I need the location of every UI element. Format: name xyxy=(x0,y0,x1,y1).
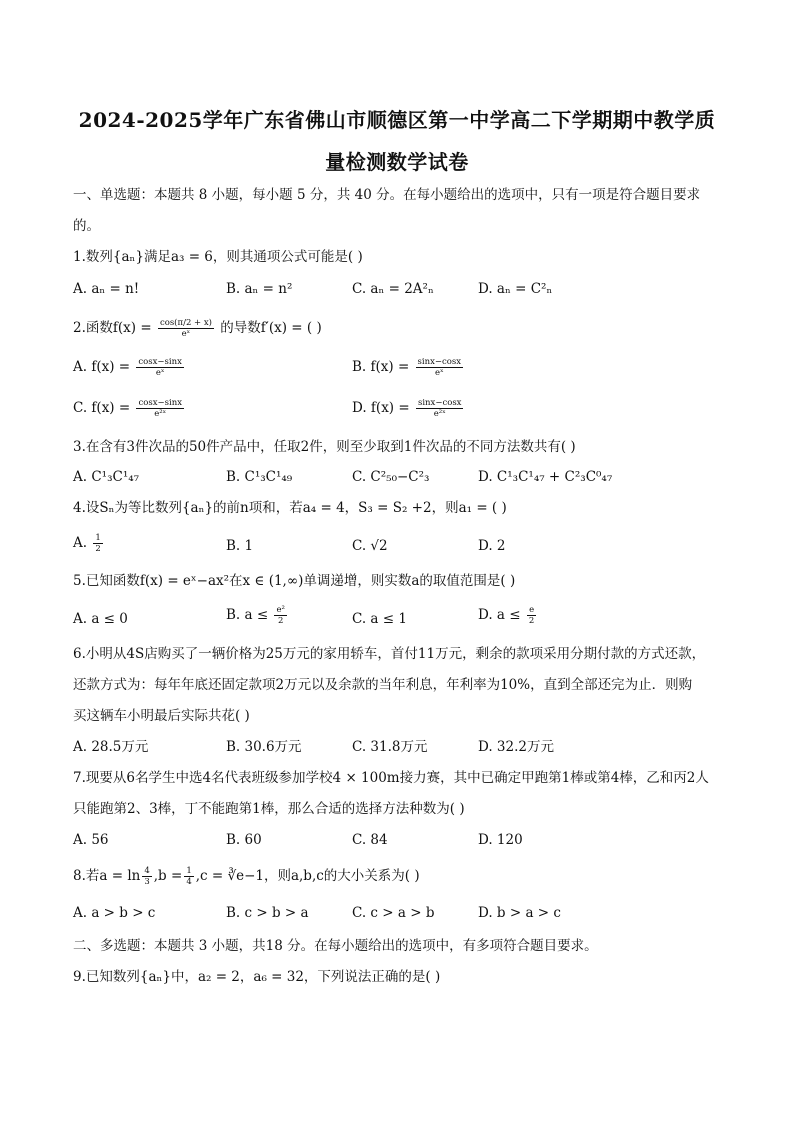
question-1-option-a: A. aₙ = n! xyxy=(73,281,140,297)
option-label: B. f(x) = xyxy=(352,359,410,375)
question-8-b-fraction xyxy=(184,866,193,887)
fraction-denominator: e²ˣ xyxy=(154,409,167,419)
fraction-denominator: eˣ xyxy=(181,329,191,339)
option-label: B. a ≤ xyxy=(226,607,269,623)
question-1-option-d: D. aₙ = C²ₙ xyxy=(478,281,553,297)
exam-title-line2: 量检测数学试卷 xyxy=(325,150,469,174)
section1-heading-cont: 的。 xyxy=(73,218,100,234)
fraction-numerator: cosx−sinx xyxy=(138,398,182,408)
option-fraction xyxy=(416,357,464,378)
question-3-stem: 3.在含有3件次品的50件产品中，任取2件，则至少取到1件次品的不同方法数共有( ) xyxy=(73,439,576,455)
question-7-option-d: D. 120 xyxy=(478,832,523,848)
option-label: A. xyxy=(73,535,88,551)
question-5-option-c: C. a ≤ 1 xyxy=(352,611,407,627)
section2-heading: 二、多选题：本题共 3 小题，共18 分。在每小题给出的选项中，有多项符合题目要求。 xyxy=(73,938,598,954)
fraction-denominator: eˣ xyxy=(434,368,444,378)
fraction-numerator: e² xyxy=(276,605,285,615)
question-1-stem: 1.数列{aₙ}满足a₃ = 6，则其通项公式可能是( ) xyxy=(73,249,363,265)
question-6-option-c: C. 31.8万元 xyxy=(352,739,428,755)
question-2-option-c xyxy=(73,398,186,419)
option-fraction xyxy=(93,533,102,554)
question-9-stem: 9.已知数列{aₙ}中，a₂ = 2，a₆ = 32，下列说法正确的是( ) xyxy=(73,969,441,985)
question-7-line2: 只能跑第2、3棒，丁不能跑第1棒，那么合适的选择方法种数为( ) xyxy=(73,801,465,817)
fraction-numerator: sinx−cosx xyxy=(417,398,462,408)
question-4-stem: 4.设Sₙ为等比数列{aₙ}的前n项和，若a₄ = 4，S₃ = S₂ +2，则a₁ = ( ) xyxy=(73,500,507,516)
fraction-numerator: cos(π/2 + x) xyxy=(159,318,212,328)
question-1-option-c: C. aₙ = 2A²ₙ xyxy=(352,281,434,297)
question-5-option-b xyxy=(226,605,289,626)
option-label: C. f(x) = xyxy=(73,400,131,416)
section1-heading: 一、单选题：本题共 8 小题，每小题 5 分，共 40 分。在每小题给出的选项中，只有一项是符合题目要求 xyxy=(73,187,701,203)
question-7-option-b: B. 60 xyxy=(226,832,262,848)
question-8-prefix: 8.若a = ln xyxy=(73,868,141,884)
question-2-function-fraction xyxy=(158,318,214,339)
question-3-option-a: A. C¹₃C¹₄₇ xyxy=(73,469,140,485)
question-1-option-b: B. aₙ = n² xyxy=(226,281,293,297)
option-label: A. f(x) = xyxy=(73,359,131,375)
option-label: D. a ≤ xyxy=(478,607,521,623)
question-2-stem xyxy=(73,318,322,339)
question-6-line1: 6.小明从4S店购买了一辆价格为25万元的家用轿车，首付11万元，剩余的款项采用分期付款的方式还款， xyxy=(73,646,706,662)
question-7-option-a: A. 56 xyxy=(73,832,109,848)
question-8-option-d: D. b > a > c xyxy=(478,905,561,921)
question-8-stem xyxy=(73,866,420,887)
question-7-line1: 7.现要从6名学生中选4名代表班级参加学校4 × 100m接力赛，其中已确定甲跑第1棒或第4棒，乙和丙2人 xyxy=(73,770,709,786)
question-8-option-c: C. c > a > b xyxy=(352,905,435,921)
question-6-option-a: A. 28.5万元 xyxy=(73,739,149,755)
question-2-option-d xyxy=(352,398,465,419)
fraction-numerator: sinx−cosx xyxy=(417,357,462,367)
question-4-option-a xyxy=(73,533,105,554)
option-fraction xyxy=(274,605,286,626)
question-6-option-b: B. 30.6万元 xyxy=(226,739,302,755)
fraction-numerator: 1 xyxy=(186,866,192,876)
question-4-option-c: C. √2 xyxy=(352,538,388,554)
question-2-option-a xyxy=(73,357,186,378)
question-7-option-c: C. 84 xyxy=(352,832,388,848)
question-4-option-d: D. 2 xyxy=(478,538,506,554)
option-fraction xyxy=(136,357,184,378)
question-5-option-d xyxy=(478,605,538,626)
question-5-stem: 5.已知函数f(x) = eˣ−ax²在x ∈ (1,∞)单调递增，则实数a的取值范围是( ) xyxy=(73,573,516,589)
fraction-denominator: 4 xyxy=(186,877,192,887)
question-8-a-fraction xyxy=(142,866,151,887)
fraction-denominator: 2 xyxy=(528,616,535,626)
fraction-denominator: eˣ xyxy=(155,368,165,378)
fraction-numerator: 1 xyxy=(95,533,101,543)
question-5-option-a: A. a ≤ 0 xyxy=(73,611,128,627)
option-fraction xyxy=(416,398,464,419)
question-6-line3: 买这辆车小明最后实际共花( ) xyxy=(73,708,250,724)
fraction-numerator: cosx−sinx xyxy=(138,357,182,367)
question-2-prefix: 2.函数f(x) = xyxy=(73,320,152,336)
question-8-option-a: A. a > b > c xyxy=(73,905,156,921)
fraction-denominator: 2 xyxy=(277,616,284,626)
question-3-option-d: D. C¹₃C¹₄₇ + C²₃C⁰₄₇ xyxy=(478,469,613,485)
question-2-option-b xyxy=(352,357,465,378)
fraction-numerator: e xyxy=(529,605,535,615)
question-3-option-b: B. C¹₃C¹₄₉ xyxy=(226,469,293,485)
option-fraction xyxy=(136,398,184,419)
exam-title-line1: 2024-2025学年广东省佛山市顺德区第一中学高二下学期期中教学质 xyxy=(78,108,716,132)
fraction-numerator: 4 xyxy=(144,866,150,876)
fraction-denominator: 3 xyxy=(144,877,150,887)
question-8-mid: ,b = xyxy=(153,868,183,884)
question-6-line2: 还款方式为：每年年底还固定款项2万元以及余款的当年利息，年利率为10%，直到全部还完为止．则购 xyxy=(73,677,693,693)
question-4-option-b: B. 1 xyxy=(226,538,254,554)
question-2-suffix: 的导数f′(x) = ( ) xyxy=(220,320,322,336)
option-label: D. f(x) = xyxy=(352,400,410,416)
fraction-denominator: 2 xyxy=(95,544,101,554)
option-fraction xyxy=(527,605,536,626)
question-8-suffix: ,c = ∛e−1，则a,b,c的大小关系为( ) xyxy=(195,868,420,884)
question-3-option-c: C. C²₅₀−C²₃ xyxy=(352,469,430,485)
question-8-option-b: B. c > b > a xyxy=(226,905,309,921)
question-6-option-d: D. 32.2万元 xyxy=(478,739,554,755)
fraction-denominator: e²ˣ xyxy=(433,409,446,419)
